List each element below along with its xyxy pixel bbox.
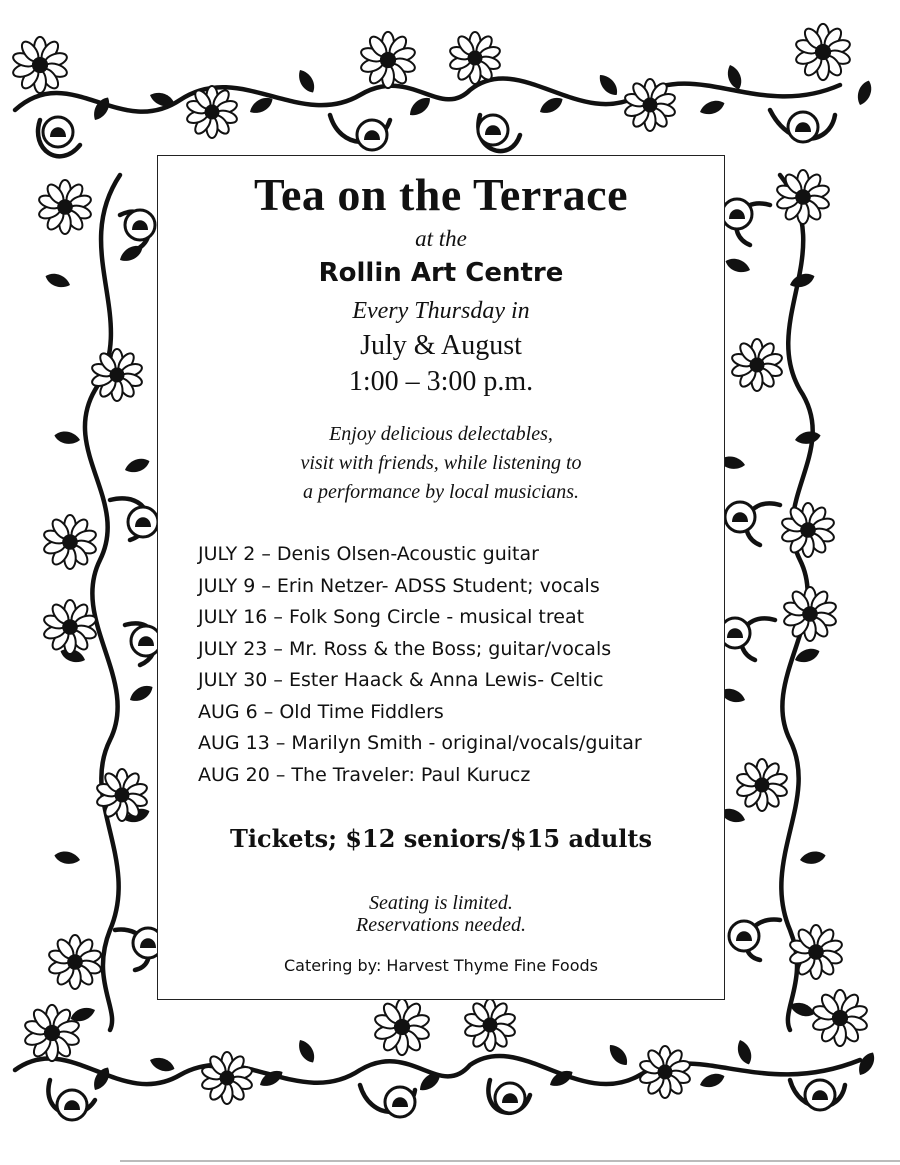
leaf-icon <box>295 1037 318 1066</box>
flower-icon <box>91 349 144 401</box>
flower-icon <box>38 180 93 234</box>
catering-credit: Catering by: Harvest Thyme Fine Foods <box>283 956 598 975</box>
flyer-panel <box>157 155 725 1000</box>
leaf-icon <box>53 430 81 446</box>
every-thursday-text: Every Thursday in <box>352 298 530 324</box>
leaf-icon <box>537 94 566 117</box>
performance-schedule <box>198 539 728 791</box>
leaf-icon <box>605 1041 631 1069</box>
leaf-icon <box>799 850 827 866</box>
flower-icon <box>731 339 784 391</box>
flower-icon <box>794 24 851 80</box>
flower-icon <box>464 999 517 1051</box>
schedule-item: AUG 13 – Marilyn Smith - original/vocals/guitar <box>198 732 642 754</box>
months-text: July & August <box>360 330 522 361</box>
leaf-icon <box>698 1070 727 1090</box>
scan-edge-line <box>120 1160 900 1162</box>
seating-notice <box>158 892 724 936</box>
leaf-icon <box>53 850 81 866</box>
flower-icon <box>373 999 430 1055</box>
flower-icon <box>43 600 98 654</box>
leaf-icon <box>855 1049 878 1078</box>
flower-icon <box>781 503 836 557</box>
leaf-icon <box>595 71 621 99</box>
leaf-icon <box>788 270 817 290</box>
flower-icon <box>23 1005 80 1061</box>
leaf-icon <box>734 1038 754 1067</box>
flower-icon <box>639 1046 692 1098</box>
vine-stem <box>85 175 120 1030</box>
flower-icon <box>736 759 789 811</box>
flower-icon <box>449 32 502 84</box>
leaf-icon <box>854 79 874 108</box>
event-description <box>158 420 724 507</box>
flower-icon <box>783 587 838 641</box>
schedule-item: AUG 6 – Old Time Fiddlers <box>198 700 444 723</box>
schedule-item: JULY 16 – Folk Song Circle - musical treat <box>198 606 585 628</box>
schedule-item: JULY 9 – Erin Netzer- ADSS Student; vocals <box>198 574 600 597</box>
description-line: Enjoy delicious delectables, <box>329 423 553 445</box>
seating-line: Seating is limited. <box>369 892 513 914</box>
leaf-icon <box>127 682 156 705</box>
leaf-icon <box>724 255 753 275</box>
schedule-item: JULY 30 – Ester Haack & Anna Lewis- Celtic <box>198 669 604 691</box>
schedule-item: JULY 23 – Mr. Ross & the Boss; guitar/vocals <box>198 637 612 660</box>
flower-icon <box>48 935 103 989</box>
leaf-icon <box>295 67 318 96</box>
leaf-icon <box>44 270 73 290</box>
flower-icon <box>811 990 868 1046</box>
leaf-icon <box>406 94 434 120</box>
description-line: visit with friends, while listening to <box>300 452 582 474</box>
time-text: 1:00 – 3:00 p.m. <box>348 366 534 397</box>
schedule-item: AUG 20 – The Traveler: Paul Kurucz <box>198 763 531 786</box>
leaf-icon <box>698 97 727 117</box>
flower-icon <box>11 37 68 93</box>
schedule-item: JULY 2 – Denis Olsen-Acoustic guitar <box>198 543 539 565</box>
flyer-title: Tea on the Terrace <box>254 169 628 220</box>
at-the-text: at the <box>415 226 467 251</box>
ticket-prices: Tickets; $12 seniors/$15 adults <box>230 824 652 853</box>
leaf-icon <box>148 1054 177 1074</box>
venue-name: Rollin Art Centre <box>318 258 564 288</box>
flower-icon <box>201 1052 254 1104</box>
seating-line: Reservations needed. <box>356 914 526 936</box>
description-line: a performance by local musicians. <box>302 481 580 503</box>
leaf-icon <box>123 455 152 475</box>
leaf-icon <box>794 430 822 446</box>
flower-icon <box>43 515 98 569</box>
flower-icon <box>359 32 416 88</box>
